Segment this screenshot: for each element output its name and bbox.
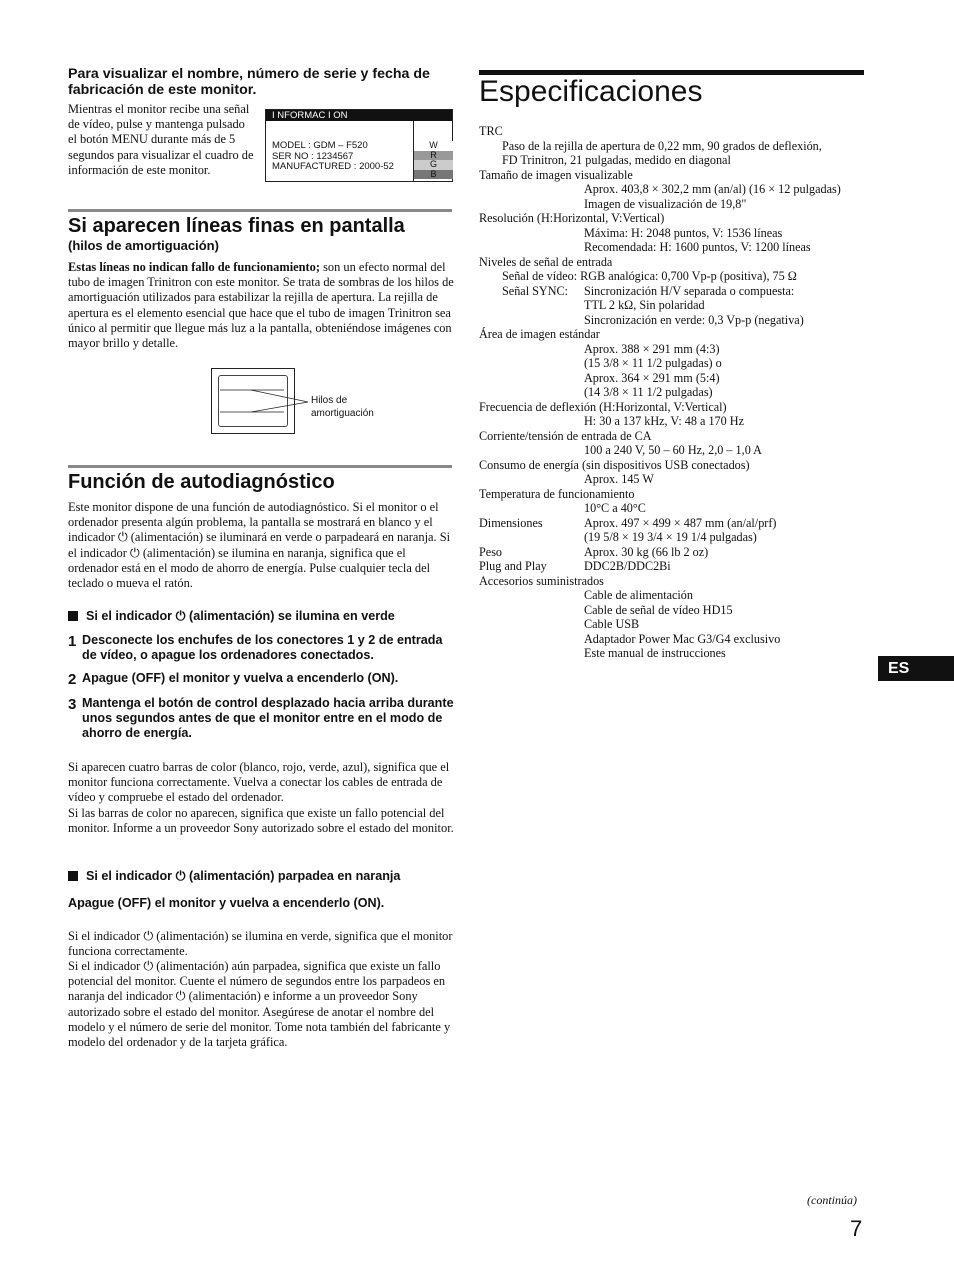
self-diagnosis-heading: Función de autodiagnóstico [68,471,335,493]
serial-line: SER NO : 1234567 [272,150,354,162]
blinking-result-paragraph: Si el indicador ⏻ (alimentación) aún parpadea, significa que existe un fallo potencial del monitor. Cuente el número de segundos entre los parpadeos en naranja del indicador ⏻ (alimentación) e informe a un proveedor Sony autorizado sobre el estado del monitor. Asegúrese de anotar el nombre del modelo y el número de serie del monitor. Tome nota también del fabricante y modelo del ordenador y de la tarjeta gráfica. [68,959,451,1050]
spec-row [479,472,879,487]
step-number: 3 [68,696,77,713]
spec-value: Aprox. 30 kg (66 lb 2 oz) [584,544,709,559]
spec-value: (15 3/8 × 11 1/2 pulgadas) o [584,356,722,370]
spec-row [479,124,879,139]
spec-label: Señal de vídeo: RGB analógica: 0,700 Vp-p (positiva), 75 Ω [502,269,797,283]
section-rule [68,209,452,212]
spec-row [479,342,879,357]
spec-label: Plug and Play [479,559,547,573]
spec-value: DDC2B/DDC2Bi [584,559,671,573]
spec-row [479,298,879,313]
spec-row [479,269,879,284]
language-tab: ES [878,656,954,681]
bar-green: G [414,160,453,170]
spec-row [479,139,879,154]
spec-row [479,371,879,386]
spec-value: Sincronización en verde: 0,3 Vp-p (negativa) [584,312,804,327]
spec-value: Este manual de instrucciones [584,646,726,660]
fine-lines-subtitle: (hilos de amortiguación) [68,238,219,253]
step-number: 1 [68,633,77,650]
spec-row [479,168,879,183]
fine-lines-bold-lead: Estas líneas no indican fallo de funcionamiento; [68,260,320,274]
spec-row [479,356,879,371]
spec-row [479,458,879,473]
spec-label: Niveles de señal de entrada [479,254,613,269]
spec-row [479,240,879,255]
information-box [265,109,453,182]
spec-label: Tamaño de imagen visualizable [479,167,633,182]
spec-value: Cable de señal de vídeo HD15 [584,602,733,617]
spec-row [479,255,879,270]
model-line: MODEL : GDM – F520 [272,140,368,151]
spec-row [479,284,879,299]
spec-row [479,530,879,545]
spec-row [479,197,879,212]
spec-label: FD Trinitron, 21 pulgadas, medido en diagonal [502,153,731,167]
info-intro-paragraph: Mientras el monitor recibe una señal de vídeo, pulse y mantenga pulsado el botón MENU durante más de 5 segundos para visualizar el cuadro de información de este monitor. [68,102,254,177]
spec-row [479,429,879,444]
no-bars-paragraph: Si las barras de color no aparecen, significa que existe un fallo potencial del monitor. Informe a un proveedor Sony autorizado sobre el estado del monitor. [68,806,454,836]
section-rule [68,465,452,468]
spec-value: 100 a 240 V, 50 – 60 Hz, 2,0 – 1,0 A [584,443,762,457]
subheading-green-text: Si el indicador ⏻ (alimentación) se ilumina en verde [86,609,395,623]
spec-row [479,385,879,400]
fine-lines-body: son un efecto normal del tubo de imagen Trinitron con este monitor. Se trata de sombras de los hilos de amortiguación utilizados para estabilizar la rejilla de apertura. La rejilla de apertura es el elemento esencial que hace que el tubo de imagen Trinitron sea único al permitir que llegue más luz a la pantalla, obteniéndose imágenes con mayor brillo y detalle. [68,260,454,351]
spec-value: Máxima: H: 2048 puntos, V: 1536 líneas [584,225,783,240]
spec-label: Paso de la rejilla de apertura de 0,22 mm, 90 grados de deflexión, [502,138,822,153]
spec-label: Dimensiones [479,515,543,530]
spec-value: Sincronización H/V separada o compuesta: [584,283,795,298]
spec-row [479,153,879,168]
spec-row [479,313,879,328]
damper-wire-label: Hilos de amortiguación [311,395,374,419]
spec-label: Corriente/tensión de entrada de CA [479,428,652,443]
bar-white: W [414,141,453,151]
spec-value: H: 30 a 137 kHz, V: 48 a 170 Hz [584,414,744,428]
spec-value: Adaptador Power Mac G3/G4 exclusivo [584,631,781,646]
spec-row [479,545,879,560]
spec-value: TTL 2 kΩ, Sin polaridad [584,298,705,312]
step-text: Desconecte los enchufes de los conectores 1 y 2 de entrada de vídeo, o apague los ordenadores conectados. [82,633,443,662]
spec-row [479,574,879,589]
page-number: 7 [850,1216,863,1241]
spec-row [479,226,879,241]
continues-note: (continúa) [807,1193,857,1207]
spec-label: Consumo de energía (sin dispositivos USB conectados) [479,457,750,472]
subheading-green [68,609,395,624]
orange-instruction: Apague (OFF) el monitor y vuelva a encenderlo (ON). [68,896,385,910]
fine-lines-paragraph [68,260,454,351]
spec-value: Aprox. 388 × 291 mm (4:3) [584,341,720,356]
spec-label: Frecuencia de deflexión (H:Horizontal, V:Vertical) [479,399,727,414]
spec-row [479,327,879,342]
spec-row [479,603,879,618]
spec-value: Aprox. 364 × 291 mm (5:4) [584,370,720,385]
spec-row [479,443,879,458]
spec-row [479,487,879,502]
bullet-square-icon [68,871,78,881]
color-bars-paragraph: Si aparecen cuatro barras de color (blanco, rojo, verde, azul), significa que el monitor funciona correctamente. Vuelva a conectar los cables de entrada de vídeo y compruebe el estado del ordenador. [68,760,450,805]
spec-value: (14 3/8 × 11 1/2 pulgadas) [584,385,713,399]
step-item [68,633,454,663]
fine-lines-heading: Si aparecen líneas finas en pantalla [68,215,405,237]
spec-value: Aprox. 145 W [584,472,654,486]
subheading-orange [68,869,400,884]
spec-row [479,414,879,429]
spec-label: Resolución (H:Horizontal, V:Vertical) [479,211,665,225]
spec-row [479,182,879,197]
spec-value: Cable USB [584,617,640,631]
green-result-paragraph: Si el indicador ⏻ (alimentación) se ilumina en verde, significa que el monitor funciona correctamente. [68,929,453,959]
specifications-list [479,124,879,661]
spec-value: Cable de alimentación [584,588,693,602]
damper-wire-lines [211,368,321,432]
steps-list [68,633,454,741]
step-number: 2 [68,671,77,688]
spec-row [479,516,879,531]
step-item [68,696,454,741]
spec-value: Aprox. 403,8 × 302,2 mm (an/al) (16 × 12 pulgadas) [584,182,841,196]
specifications-title: Especificaciones [479,75,703,108]
spec-row [479,646,879,661]
spec-label: Área de imagen estándar [479,327,600,341]
manufactured-line: MANUFACTURED : 2000-52 [272,161,394,172]
bar-red: R [414,151,453,161]
spec-row [479,632,879,647]
spec-row [479,559,879,574]
spec-value: Imagen de visualización de 19,8" [584,196,747,211]
spec-label: Peso [479,544,503,559]
subheading-orange-text: Si el indicador ⏻ (alimentación) parpadea en naranja [86,869,401,883]
spec-row [479,617,879,632]
spec-row [479,588,879,603]
spec-label: TRC [479,124,503,138]
spec-label: Señal SYNC: [502,283,569,298]
step-text: Mantenga el botón de control desplazado hacia arriba durante unos segundos antes de que el monitor entre en el modo de ahorro de energía. [82,696,454,740]
spec-row [479,501,879,516]
spec-row [479,211,879,226]
step-item [68,671,454,688]
spec-value: 10°C a 40°C [584,501,646,515]
spec-row [479,400,879,415]
step-text: Apague (OFF) el monitor y vuelva a encenderlo (ON). [82,671,399,685]
bar-blue: B [414,170,453,180]
spec-value: Aprox. 497 × 499 × 487 mm (an/al/prf) [584,515,777,530]
spec-label: Temperatura de funcionamiento [479,486,635,501]
bullet-square-icon [68,611,78,621]
spec-value: Recomendada: H: 1600 puntos, V: 1200 líneas [584,240,811,254]
spec-value: (19 5/8 × 19 3/4 × 19 1/4 pulgadas) [584,530,757,544]
self-diagnosis-intro: Este monitor dispone de una función de autodiagnóstico. Si el monitor o el ordenador presenta algún problema, la pantalla se mostrará en blanco y el indicador ⏻ (alimentación) se iluminará en verde o parpadeará en naranja. Si el indicador ⏻ (alimentación) se ilumina en naranja, significa que el ordenador está en el modo de ahorro de energía. Pulse cualquier tecla del teclado o mueva el ratón. [68,500,451,591]
spec-label: Accesorios suministrados [479,573,604,588]
information-box-title: I NFORMAC I ON [266,110,452,121]
info-heading: Para visualizar el nombre, número de serie y fecha de fabricación de este monitor. [68,66,430,98]
